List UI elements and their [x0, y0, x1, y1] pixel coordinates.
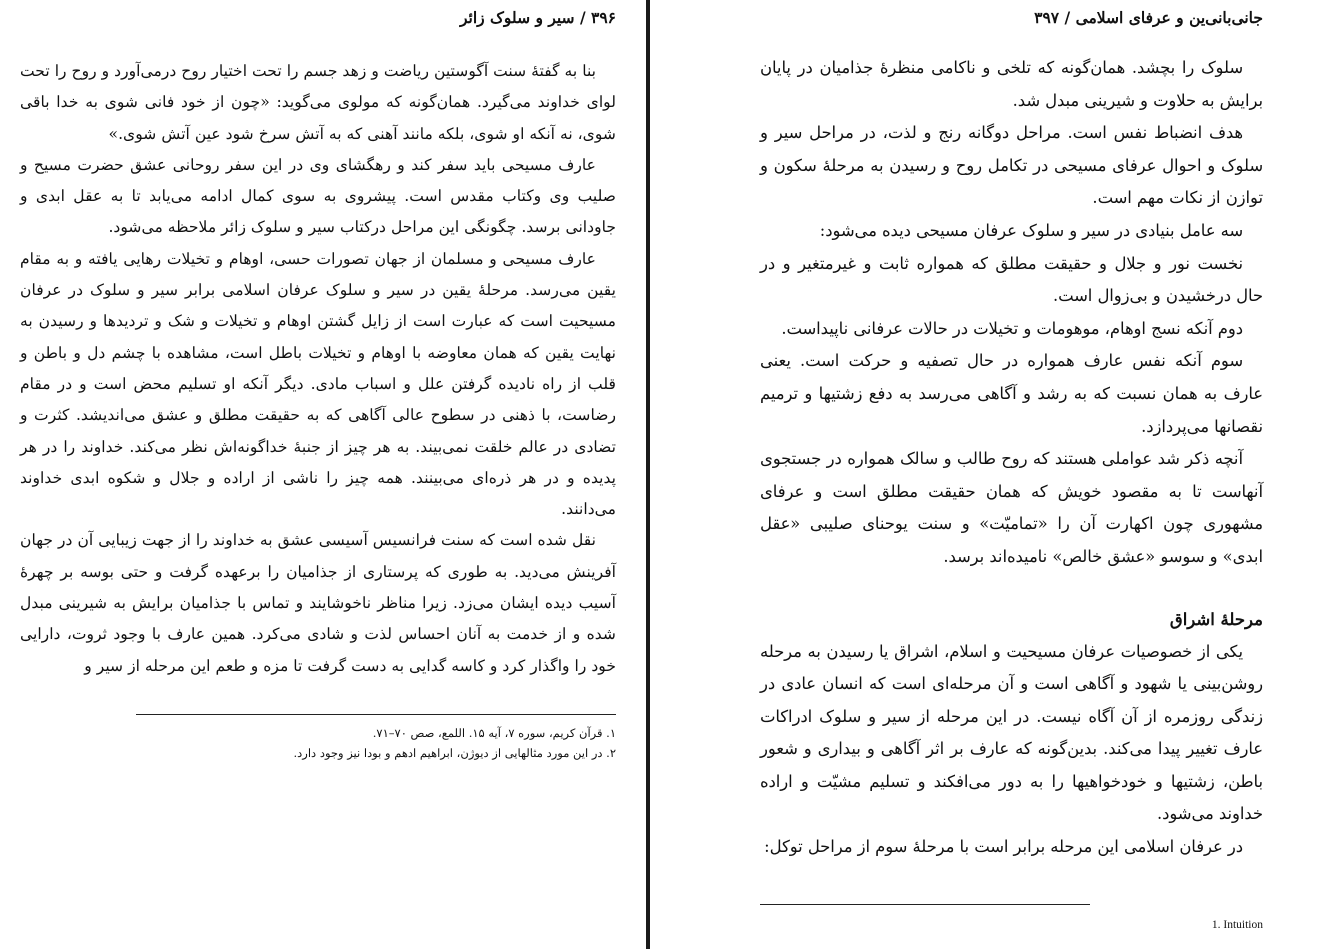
footnote: 1. Intuition	[1211, 918, 1263, 931]
right-page	[650, 0, 1323, 949]
paragraph: سوم آنکه نفس عارف همواره در حال تصفیه و حرکت است. یعنی عارف به همان نسبت که به رشد و آگاهی می‌رسد به دفع زشتیها و ترمیم نقصانها می‌پردازد.	[760, 351, 1263, 436]
paragraph: عارف مسیحی و مسلمان از جهان تصورات حسی، اوهام و تخیلات رهایی یافته و به مقام یقین می‌رسد. مرحلهٔ یقین در سیر و سلوک عرفان اسلامی برابر سیر و سلوک در عرفان مسیحیت است که عبارت است از زایل گشتن اوهام و تخیلات و شک و تردیدها و رسیدن به نهایت یقین که همان معاوضه با اوهام و تخیلات باطل است، مشاهده با چشم دل و باطن و قلب از راه نادیده گرفتن علل و اسباب مادی. دیگر آنکه او تسلیم محض است و در مقام رضاست، با ذهنی در سطوح عالی آگاهی که به حقیقت مطلق و عشق می‌اندیشد. کثرت و تضادی در عالم خلقت نمی‌بیند. به هر چیز از جنبهٔ خداگونه‌اش نظر می‌کند. خداوند را در هر پدیده و در هر ذره‌ای می‌بینند. همه چیز را ناشی از اراده و جلال و شکوه ابدی خداوند می‌دانند.	[20, 249, 616, 519]
paragraph: یکی از خصوصیات عرفان مسیحیت و اسلام، اشراق یا رسیدن به مرحله روشن‌بینی یا شهود و آگاهی است و آن مرحله‌ای است که انسان عادی در زندگی روزمره از آن آگاه نیست. در این مرحله از سیر و سلوک ادراکات عارف تغییر پیدا می‌کند. بدین‌گونه که عارف بر اثر آگاهی و بیداری و شعور باطن، زشتیها و خودخواهیها را به دور می‌افکند و تسلیم مشیّت و اراده خداوند می‌شود.	[760, 641, 1263, 824]
paragraph: بنا به گفتهٔ سنت آگوستین ریاضت و زهد جسم را تحت اختیار روح درمی‌آورد و روح را تحت لوای خداوند می‌گیرد. همان‌گونه که مولوی می‌گوید: «چون از خود فانی شوی به خدا باقی شوی، نه آنکه او شوی، بلکه مانند آهنی که به آتش سرخ شود عین آتش شوی.»	[20, 62, 616, 143]
paragraph: آنچه ذکر شد عواملی هستند که روح طالب و سالک همواره در جستجوی آنهاست تا به مقصود خویش که همان حقیقت مطلق است و عرفای مشهوری چون اکهارت آن را «تمامیّت» و سنت یوحنای صلیبی «عقل ابدی» و سوسو «عشق خالص» نامیده‌اند برسد.	[760, 449, 1263, 566]
footnotes	[20, 723, 616, 763]
section-heading: مرحلهٔ اشراق	[1169, 609, 1263, 629]
paragraph: سلوک را بچشد. همان‌گونه که تلخی و ناکامی منظرهٔ جذامیان در پایان برایش به حلاوت و شیرینی مبدل شد.	[760, 58, 1263, 110]
left-page	[0, 0, 646, 949]
paragraph: دوم آنکه نسج اوهام، موهومات و تخیلات در حالات عرفانی ناپیداست.	[781, 318, 1243, 338]
paragraph: نخست نور و جلال و حقیقت مطلق که همواره ثابت و غیرمتغیر و در حال درخشیدن و بی‌زوال است.	[760, 253, 1263, 306]
paragraph: سه عامل بنیادی در سیر و سلوک عرفان مسیحی دیده می‌شود:	[819, 220, 1243, 240]
footnote: ۱. قرآن کریم، سوره ۷، آیه ۱۵. اللمع، صص ۷۰–۷۱.	[372, 725, 616, 740]
paragraph: در عرفان اسلامی این مرحله برابر است با مرحلهٔ سوم از مراحل توکل:	[764, 837, 1243, 857]
page-header: ۳۹۶ / سیر و سلوک زائر	[460, 8, 616, 27]
page-header: جانی‌بانی‌ین و عرفای اسلامی / ۳۹۷	[1034, 8, 1263, 27]
paragraph: نقل شده است که سنت فرانسیس آسیسی عشق به خداوند را از جهت زیبایی آن در جهان آفرینش می‌دید. به طوری که پرستاری از جذامیان را برعهده گرفت و حتی بوسه بر چهرهٔ آسیب دیده ایشان می‌زد. زیرا مناظر ناخوشایند و تماس با جذامیان برایش به شیرینی مبدل شده و از خدمت به آنان احساس لذت و شادی می‌کرد. همین عارف با وجود ثروت، دارایی خود را واگذار کرد و کاسه گدایی به دست گرفت تا مزه و طعم این مرحله از سیر و	[20, 531, 616, 675]
paragraph: هدف انضباط نفس است. مراحل دوگانه رنج و لذت، در مراحل سیر و سلوک و احوال عرفای مسیحی در تکامل روح و رسیدن به مرحلهٔ سکون و توازن از نکات مهم است.	[760, 123, 1263, 208]
page-body	[760, 52, 1263, 864]
footnote: ۲. در این مورد مثالهایی از دیوژن، ابراهیم ادهم و بودا نیز وجود دارد.	[293, 745, 616, 760]
footnote-divider	[760, 904, 1090, 905]
footnotes	[760, 915, 1263, 935]
footnote-divider	[136, 714, 616, 715]
page-body	[20, 56, 616, 682]
paragraph: عارف مسیحی باید سفر کند و رهگشای وی در این سفر روحانی عشق حضرت مسیح و صلیب وی وکتاب مقدس است. پیشروی به سوی کمال ادامه می‌یابد تا به عقل ابدی و جاودانی برسد. چگونگی این مراحل درکتاب سیر و سلوک زائر ملاحظه می‌شود.	[20, 155, 616, 237]
